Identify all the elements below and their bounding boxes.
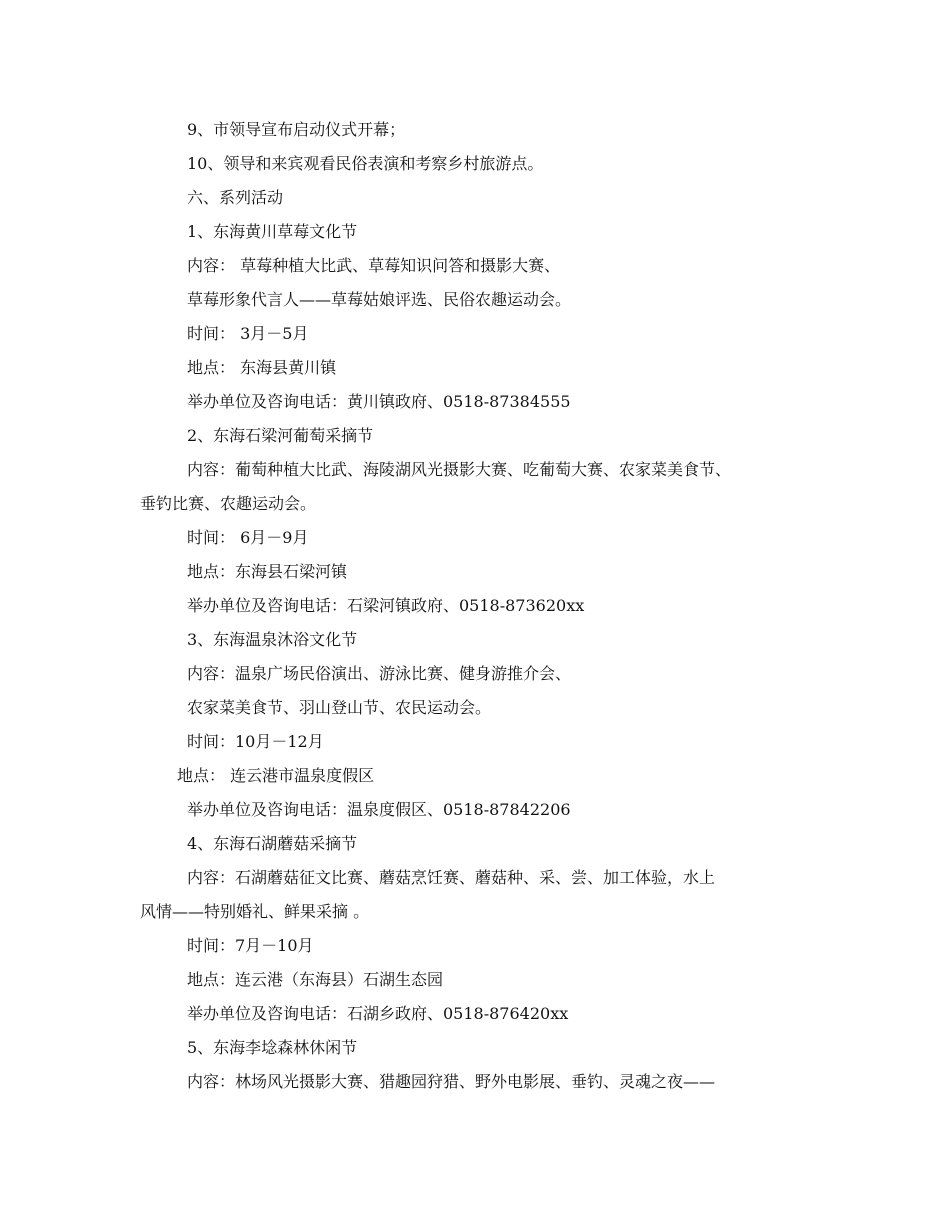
text-line: 内容：林场风光摄影大赛、猎趣园狩猎、野外电影展、垂钓、灵魂之夜—— [187,1072,716,1091]
text-line: 地点：连云港（东海县）石湖生态园 [187,970,444,989]
text-line: 9、市领导宣布启动仪式开幕； [187,120,406,139]
text-line: 举办单位及咨询电话：黄川镇政府、0518-87384555 [187,392,571,411]
activity-title: 1、东海黄川草莓文化节 [187,222,358,241]
text-line: 时间：7月－10月 [187,936,314,955]
text-line: 10、领导和来宾观看民俗表演和考察乡村旅游点。 [187,154,544,173]
text-line: 风情——特别婚礼、鲜果采摘 。 [140,902,370,921]
text-line: 时间： 6月－9月 [187,528,309,547]
text-line: 举办单位及咨询电话：石梁河镇政府、0518-873620xx [187,596,585,615]
text-line: 内容：葡萄种植大比武、海陵湖风光摄影大赛、吃葡萄大赛、农家菜美食节、 [187,460,732,479]
text-line: 时间：10月－12月 [187,732,324,751]
text-line: 草莓形象代言人——草莓姑娘评选、民俗农趣运动会。 [187,290,572,309]
text-line: 时间： 3月－5月 [187,324,309,343]
text-line: 地点：东海县石梁河镇 [187,562,348,581]
section-heading: 六、系列活动 [187,188,284,207]
activity-title: 4、东海石湖蘑菇采摘节 [187,834,358,853]
text-line: 举办单位及咨询电话：石湖乡政府、0518-876420xx [187,1004,569,1023]
activity-title: 3、东海温泉沐浴文化节 [187,630,358,649]
activity-title: 2、东海石梁河葡萄采摘节 [187,426,374,445]
text-line: 垂钓比赛、农趣运动会。 [140,494,317,513]
text-line: 农家菜美食节、羽山登山节、农民运动会。 [187,698,492,717]
text-line: 内容：温泉广场民俗演出、游泳比赛、健身游推介会、 [187,664,572,683]
text-line: 举办单位及咨询电话：温泉度假区、0518-87842206 [187,800,571,819]
activity-title: 5、东海李埝森林休闲节 [187,1038,358,1057]
text-line: 内容：石湖蘑菇征文比赛、蘑菇烹饪赛、蘑菇种、采、尝、加工体验，水上 [187,868,716,887]
text-line: 内容： 草莓种植大比武、草莓知识问答和摄影大赛、 [187,256,561,275]
text-line: 地点： 连云港市温泉度假区 [177,766,375,785]
text-line: 地点： 东海县黄川镇 [187,358,337,377]
